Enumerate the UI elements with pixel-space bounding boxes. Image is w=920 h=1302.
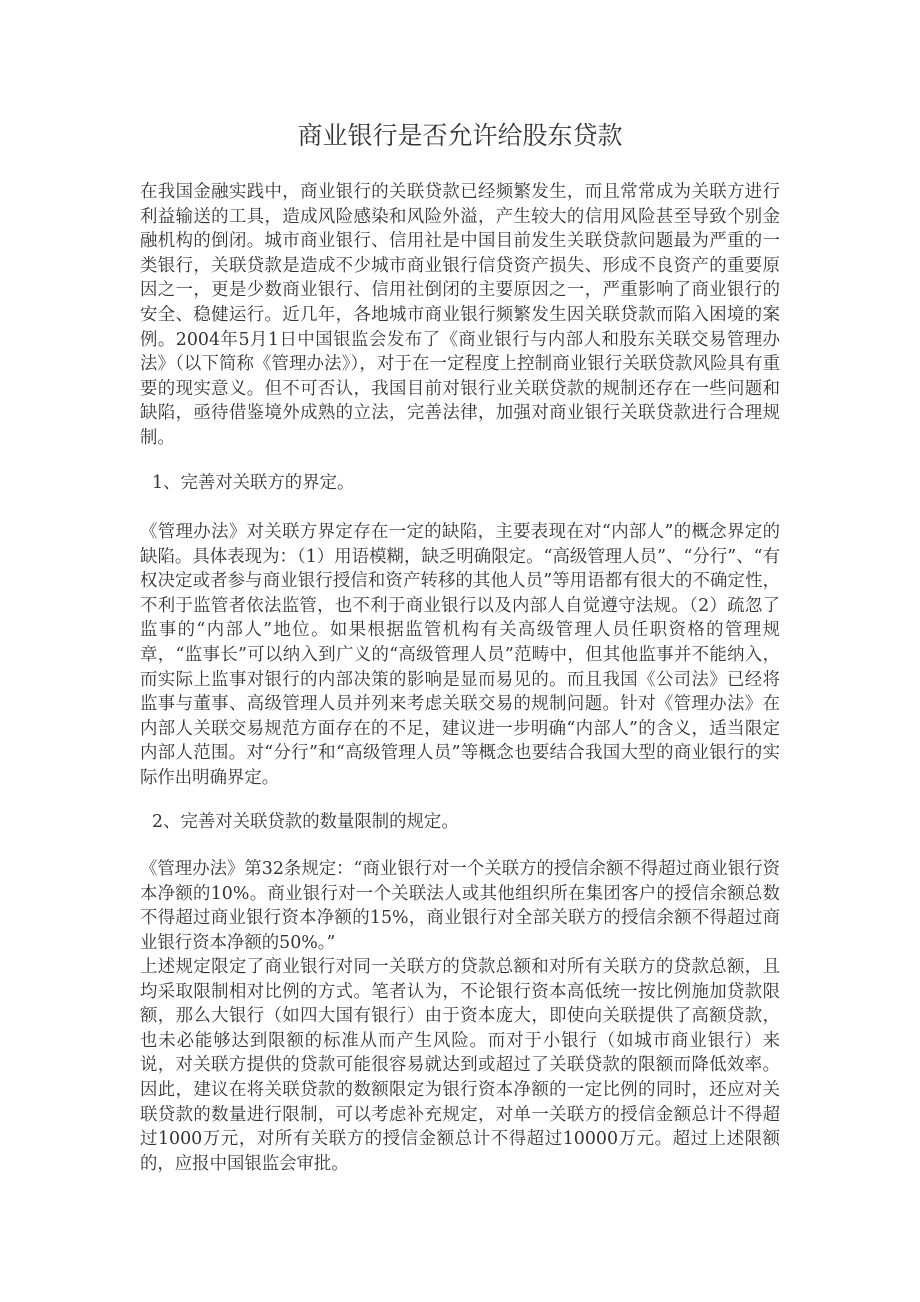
section-1-paragraph: 《管理办法》对关联方界定存在一定的缺陷，主要表现在对“内部人”的概念界定的缺陷。具体表现为：（1）用语模糊，缺乏明确限定。“高级管理人员”、“分行”、“有权决定或者参与商业银行授信和资产转移的其他人员”等用语都有很大的不确定性，不利于监管者依法监管，也不利于商业银行以及内部人自觉遵守法规。（2）疏忽了监事的“内部人”地位。如果根据监管机构有关高级管理人员任职资格的管理规章，“监事长”可以纳入到广义的“高级管理人员”范畴中，但其他监事并不能纳入，而实际上监事对银行的内部决策的影响是显而易见的。而且我国《公司法》已经将监事与董事、高级管理人员并列来考虑关联交易的规制问题。针对《管理办法》在内部人关联交易规范方面存在的不足，建议进一步明确“内部人”的含义，适当限定内部人范围。对“分行”和“高级管理人员”等概念也要结合我国大型的商业银行的实际作出明确界定。	[140, 522, 780, 788]
section-2-paragraph: 上述规定限定了商业银行对同一关联方的贷款总额和对所有关联方的贷款总额，且均采取限制相对比例的方式。笔者认为，不论银行资本高低统一按比例施加贷款限额，那么大银行（如四大国有银行）由于资本庞大，即使向关联提供了高额贷款，也未必能够达到限额的标准从而产生风险。而对于小银行（如城市商业银行）来说，对关联方提供的贷款可能很容易就达到或超过了关联贷款的限额而降低效率。因此，建议在将关联贷款的数额限定为银行资本净额的一定比例的同时，还应对关联贷款的数量进行限制，可以考虑补充规定，对单一关联方的授信金额总计不得超过1000万元，对所有关联方的授信金额总计不得超过10000万元。超过上述限额的，应报中国银监会审批。	[140, 957, 780, 1174]
section-1-heading: 1、完善对关联方的界定。	[152, 473, 355, 493]
intro-paragraph: 在我国金融实践中，商业银行的关联贷款已经频繁发生，而且常常成为关联方进行利益输送的工具，造成风险感染和风险外溢，产生较大的信用风险甚至导致个别金融机构的倒闭。城市商业银行、信用社是中国目前发生关联贷款问题最为严重的一类银行，关联贷款是造成不少城市商业银行信贷资产损失、形成不良资产的重要原因之一，更是少数商业银行、信用社倒闭的主要原因之一，严重影响了商业银行的安全、稳健运行。近几年，各地城市商业银行频繁发生因关联贷款而陷入困境的案例。2004年5月1日中国银监会发布了《商业银行与内部人和股东关联交易管理办法》（以下简称《管理办法》），对于在一定程度上控制商业银行关联贷款风险具有重要的现实意义。但不可否认，我国目前对银行业关联贷款的规制还存在一些问题和缺陷，亟待借鉴境外成熟的立法，完善法律，加强对商业银行关联贷款进行合理规制。	[140, 182, 780, 448]
document-title: 商业银行是否允许给股东贷款	[297, 121, 623, 150]
section-2-quote-paragraph: 《管理办法》第32条规定：“商业银行对一个关联方的授信余额不得超过商业银行资本净额的10%。商业银行对一个关联法人或其他组织所在集团客户的授信余额总数不得超过商业银行资本净额的15%，商业银行对全部关联方的授信余额不得超过商业银行资本净额的50%。”	[140, 859, 780, 953]
section-2-heading: 2、完善对关联贷款的数量限制的规定。	[152, 812, 459, 832]
